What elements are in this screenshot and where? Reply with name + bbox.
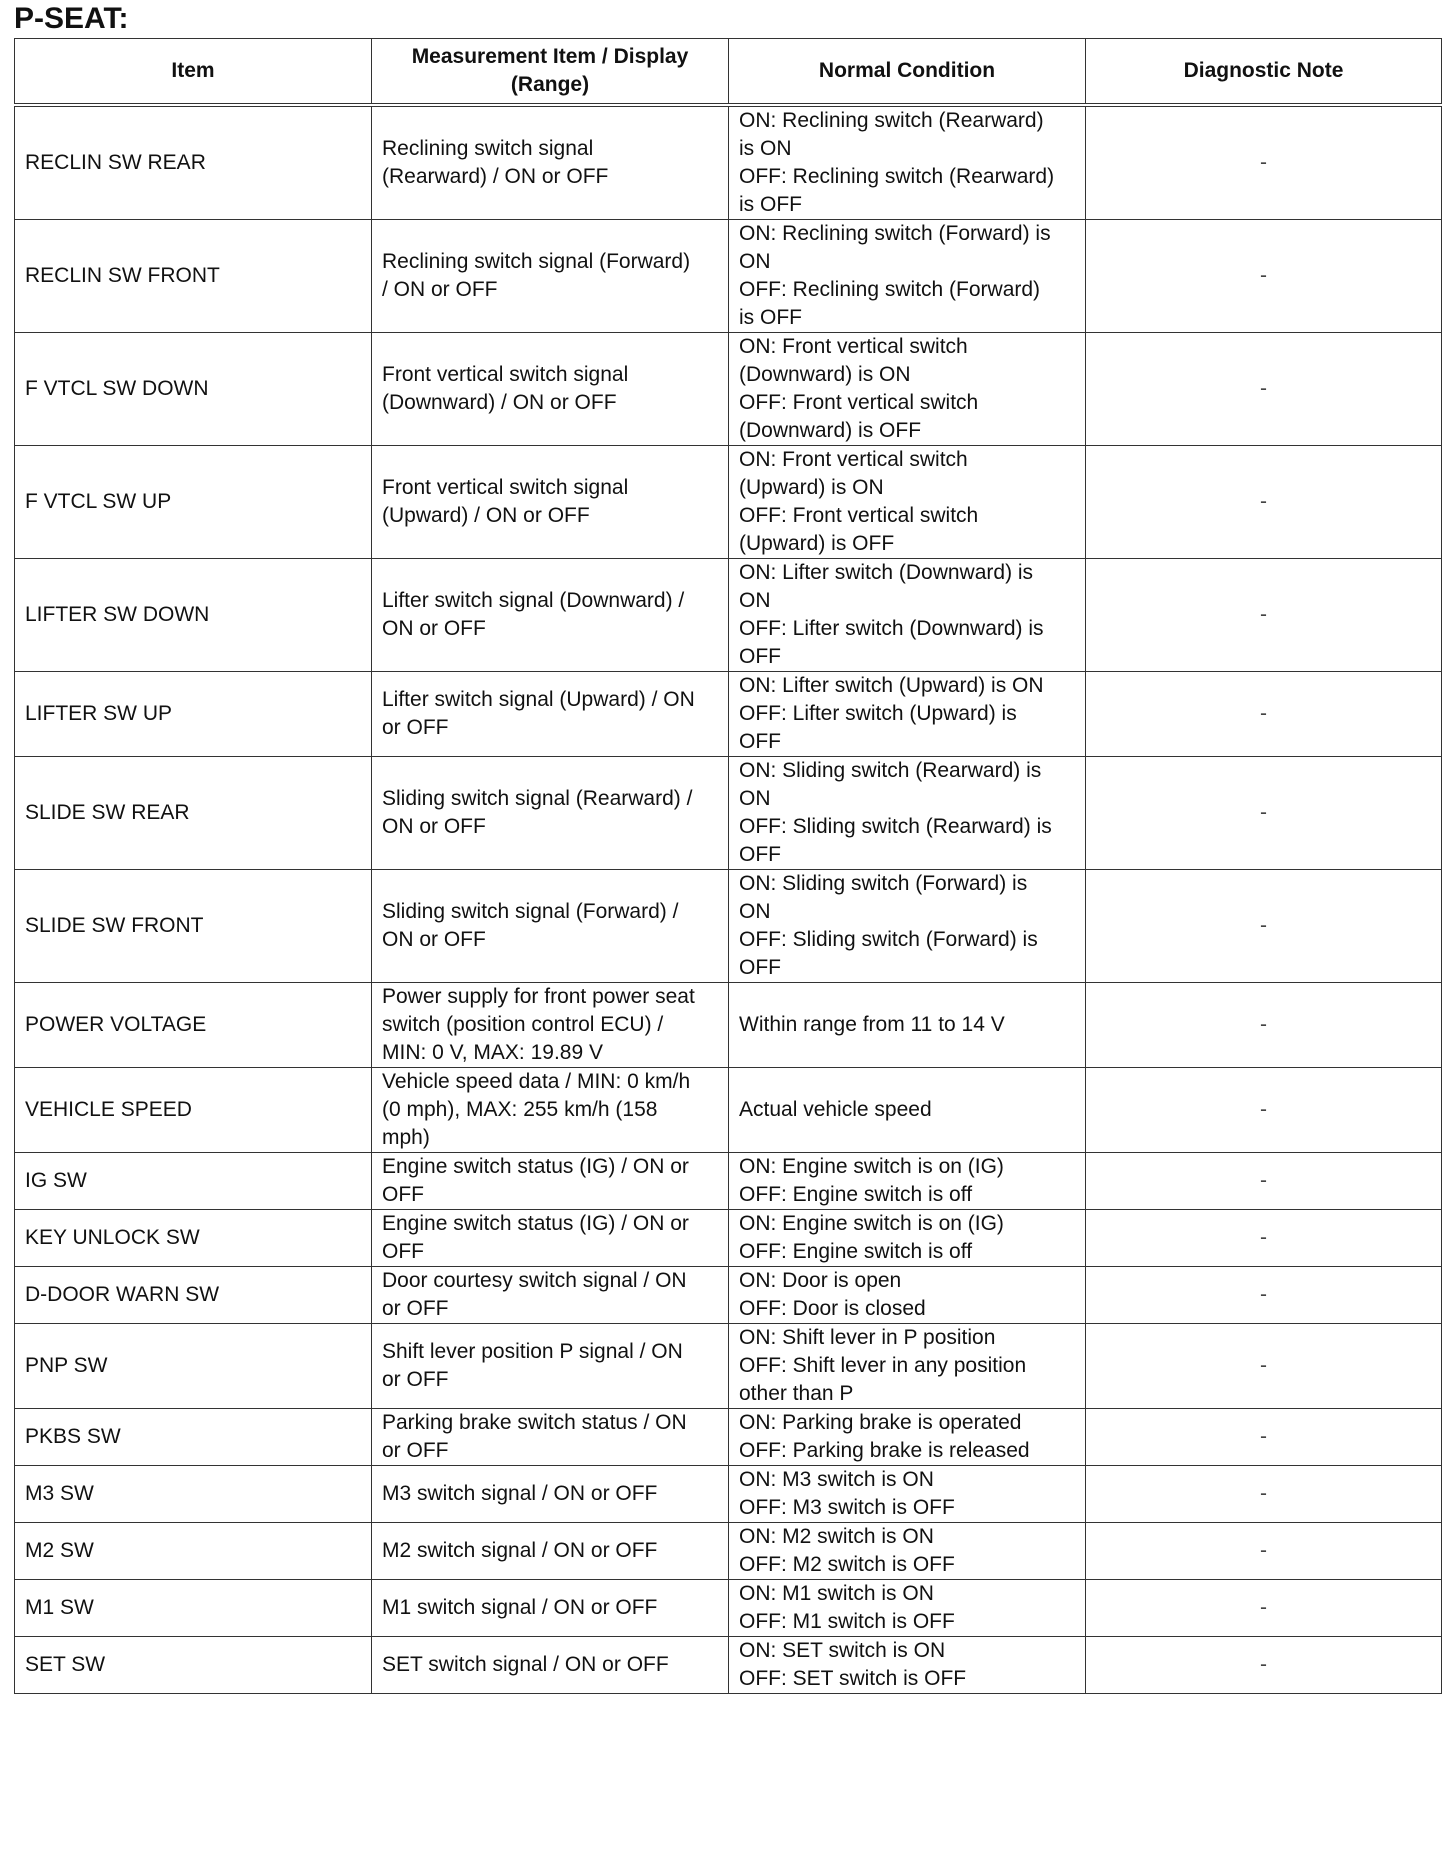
cell-item: PNP SW — [15, 1324, 372, 1409]
table-row — [15, 559, 1442, 672]
cell-diagnostic-note: - — [1086, 1210, 1442, 1267]
cell-normal-condition: ON: Sliding switch (Forward) is ON OFF: Sliding switch (Forward) is OFF — [729, 870, 1086, 983]
cell-diagnostic-note: - — [1086, 105, 1442, 220]
table-row — [15, 105, 1442, 220]
cell-measurement: M3 switch signal / ON or OFF — [372, 1466, 729, 1523]
cell-normal-condition: ON: Front vertical switch (Upward) is ON OFF: Front vertical switch (Upward) is OFF — [729, 446, 1086, 559]
cell-normal-condition: Within range from 11 to 14 V — [729, 983, 1086, 1068]
cell-normal-condition: ON: SET switch is ON OFF: SET switch is OFF — [729, 1637, 1086, 1694]
table-row — [15, 220, 1442, 333]
cell-diagnostic-note: - — [1086, 559, 1442, 672]
cell-item: LIFTER SW UP — [15, 672, 372, 757]
cell-item: LIFTER SW DOWN — [15, 559, 372, 672]
header-measurement: Measurement Item / Display (Range) — [372, 39, 729, 106]
cell-measurement: SET switch signal / ON or OFF — [372, 1637, 729, 1694]
table-row — [15, 672, 1442, 757]
cell-measurement: Lifter switch signal (Upward) / ON or OFF — [372, 672, 729, 757]
cell-item: M3 SW — [15, 1466, 372, 1523]
cell-diagnostic-note: - — [1086, 1466, 1442, 1523]
cell-measurement: M2 switch signal / ON or OFF — [372, 1523, 729, 1580]
cell-item: IG SW — [15, 1153, 372, 1210]
cell-item: M1 SW — [15, 1580, 372, 1637]
cell-measurement: Shift lever position P signal / ON or OFF — [372, 1324, 729, 1409]
cell-measurement: Door courtesy switch signal / ON or OFF — [372, 1267, 729, 1324]
cell-measurement: Power supply for front power seat switch (position control ECU) / MIN: 0 V, MAX: 19.89 V — [372, 983, 729, 1068]
cell-diagnostic-note: - — [1086, 446, 1442, 559]
cell-item: SLIDE SW REAR — [15, 757, 372, 870]
header-diagnostic-note: Diagnostic Note — [1086, 39, 1442, 106]
cell-diagnostic-note: - — [1086, 870, 1442, 983]
cell-diagnostic-note: - — [1086, 1580, 1442, 1637]
cell-measurement: Vehicle speed data / MIN: 0 km/h (0 mph), MAX: 255 km/h (158 mph) — [372, 1068, 729, 1153]
cell-item: VEHICLE SPEED — [15, 1068, 372, 1153]
table-row — [15, 333, 1442, 446]
cell-measurement: Lifter switch signal (Downward) / ON or OFF — [372, 559, 729, 672]
cell-diagnostic-note: - — [1086, 333, 1442, 446]
cell-diagnostic-note: - — [1086, 1324, 1442, 1409]
cell-normal-condition: ON: Lifter switch (Upward) is ON OFF: Lifter switch (Upward) is OFF — [729, 672, 1086, 757]
cell-diagnostic-note: - — [1086, 220, 1442, 333]
table-row — [15, 757, 1442, 870]
cell-item: F VTCL SW UP — [15, 446, 372, 559]
cell-diagnostic-note: - — [1086, 672, 1442, 757]
cell-normal-condition: ON: Engine switch is on (IG) OFF: Engine switch is off — [729, 1153, 1086, 1210]
cell-measurement: Sliding switch signal (Rearward) / ON or OFF — [372, 757, 729, 870]
cell-item: SLIDE SW FRONT — [15, 870, 372, 983]
cell-measurement: Front vertical switch signal (Upward) / ON or OFF — [372, 446, 729, 559]
table-row — [15, 1153, 1442, 1210]
table-row — [15, 1637, 1442, 1694]
cell-item: M2 SW — [15, 1523, 372, 1580]
cell-measurement: M1 switch signal / ON or OFF — [372, 1580, 729, 1637]
cell-item: RECLIN SW FRONT — [15, 220, 372, 333]
cell-diagnostic-note: - — [1086, 1267, 1442, 1324]
cell-diagnostic-note: - — [1086, 983, 1442, 1068]
cell-diagnostic-note: - — [1086, 1068, 1442, 1153]
table-row — [15, 1267, 1442, 1324]
table-row — [15, 1210, 1442, 1267]
cell-normal-condition: ON: Engine switch is on (IG) OFF: Engine switch is off — [729, 1210, 1086, 1267]
table-row — [15, 1523, 1442, 1580]
cell-diagnostic-note: - — [1086, 1523, 1442, 1580]
table-row — [15, 1409, 1442, 1466]
cell-measurement: Front vertical switch signal (Downward) / ON or OFF — [372, 333, 729, 446]
cell-normal-condition: ON: Front vertical switch (Downward) is ON OFF: Front vertical switch (Downward) is OFF — [729, 333, 1086, 446]
cell-normal-condition: ON: Reclining switch (Rearward) is ON OFF: Reclining switch (Rearward) is OFF — [729, 105, 1086, 220]
table-row — [15, 1580, 1442, 1637]
cell-normal-condition: Actual vehicle speed — [729, 1068, 1086, 1153]
cell-measurement: Engine switch status (IG) / ON or OFF — [372, 1153, 729, 1210]
cell-diagnostic-note: - — [1086, 1637, 1442, 1694]
table-row — [15, 1068, 1442, 1153]
table-row — [15, 446, 1442, 559]
table-body — [15, 105, 1442, 1694]
cell-item: D-DOOR WARN SW — [15, 1267, 372, 1324]
table-row — [15, 1466, 1442, 1523]
table-header-row — [15, 39, 1442, 106]
cell-item: POWER VOLTAGE — [15, 983, 372, 1068]
cell-item: PKBS SW — [15, 1409, 372, 1466]
cell-normal-condition: ON: Reclining switch (Forward) is ON OFF: Reclining switch (Forward) is OFF — [729, 220, 1086, 333]
cell-measurement: Parking brake switch status / ON or OFF — [372, 1409, 729, 1466]
cell-normal-condition: ON: M2 switch is ON OFF: M2 switch is OFF — [729, 1523, 1086, 1580]
cell-item: SET SW — [15, 1637, 372, 1694]
cell-diagnostic-note: - — [1086, 1409, 1442, 1466]
cell-item: KEY UNLOCK SW — [15, 1210, 372, 1267]
cell-measurement: Reclining switch signal (Forward) / ON or OFF — [372, 220, 729, 333]
cell-diagnostic-note: - — [1086, 757, 1442, 870]
cell-measurement: Reclining switch signal (Rearward) / ON or OFF — [372, 105, 729, 220]
pseat-data-list-table — [14, 38, 1442, 1694]
cell-normal-condition: ON: Sliding switch (Rearward) is ON OFF: Sliding switch (Rearward) is OFF — [729, 757, 1086, 870]
table-row — [15, 983, 1442, 1068]
table-row — [15, 870, 1442, 983]
table-row — [15, 1324, 1442, 1409]
cell-normal-condition: ON: M3 switch is ON OFF: M3 switch is OFF — [729, 1466, 1086, 1523]
cell-normal-condition: ON: Door is open OFF: Door is closed — [729, 1267, 1086, 1324]
cell-normal-condition: ON: Shift lever in P position OFF: Shift lever in any position other than P — [729, 1324, 1086, 1409]
cell-normal-condition: ON: Parking brake is operated OFF: Parking brake is released — [729, 1409, 1086, 1466]
cell-item: RECLIN SW REAR — [15, 105, 372, 220]
cell-diagnostic-note: - — [1086, 1153, 1442, 1210]
section-title: P-SEAT: — [14, 2, 129, 35]
header-normal-condition: Normal Condition — [729, 39, 1086, 106]
cell-item: F VTCL SW DOWN — [15, 333, 372, 446]
cell-measurement: Sliding switch signal (Forward) / ON or OFF — [372, 870, 729, 983]
header-item: Item — [15, 39, 372, 106]
cell-measurement: Engine switch status (IG) / ON or OFF — [372, 1210, 729, 1267]
cell-normal-condition: ON: M1 switch is ON OFF: M1 switch is OFF — [729, 1580, 1086, 1637]
cell-normal-condition: ON: Lifter switch (Downward) is ON OFF: Lifter switch (Downward) is OFF — [729, 559, 1086, 672]
